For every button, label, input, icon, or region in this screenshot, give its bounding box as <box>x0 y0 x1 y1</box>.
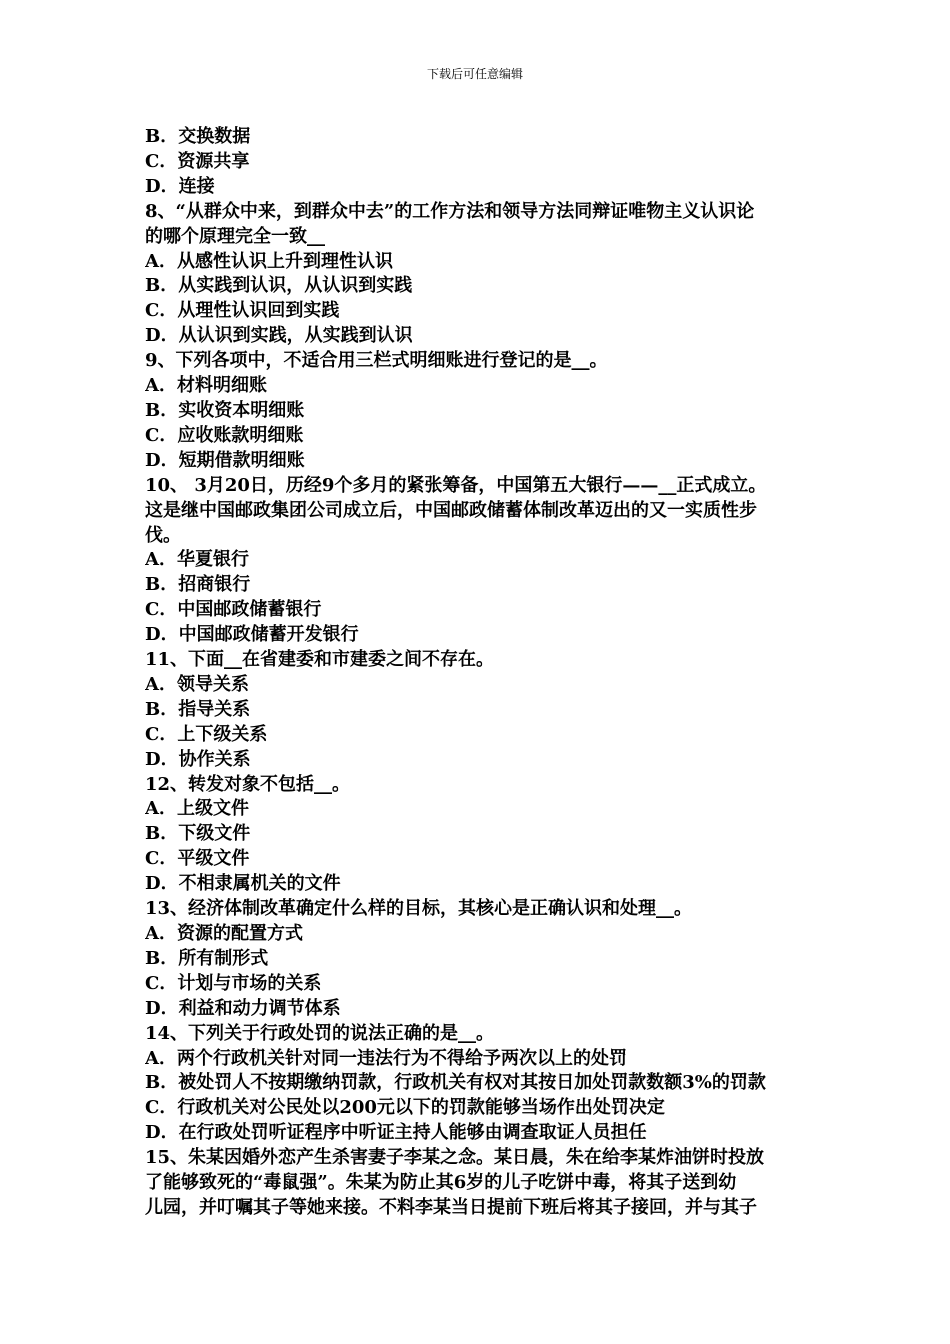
question-line: 8、“从群众中来，到群众中去”的工作方法和领导方法同辩证唯物主义认识论 <box>145 200 755 222</box>
page-header: 下载后可任意编辑 <box>426 67 523 81</box>
question-line: 的哪个原理完全一致__ <box>145 225 325 247</box>
option-line: A．从感性认识上升到理性认识 <box>145 250 393 272</box>
option-line: C．从理性认识回到实践 <box>145 300 340 322</box>
question-line: 14、下列关于行政处罚的说法正确的是__。 <box>145 1022 495 1044</box>
option-line: A．领导关系 <box>145 673 249 695</box>
option-line: C．上下级关系 <box>145 723 268 745</box>
option-line: D．中国邮政储蓄开发银行 <box>145 624 359 646</box>
option-line: B．实收资本明细账 <box>145 399 305 421</box>
option-line: D．协作关系 <box>145 748 251 770</box>
option-line: D．短期借款明细账 <box>145 449 305 471</box>
option-line: A．材料明细账 <box>145 375 267 397</box>
option-line: B．指导关系 <box>145 698 251 720</box>
option-line: B．所有制形式 <box>145 947 269 969</box>
question-line: 10、 3月20日，历经9个多月的紧张筹备，中国第五大银行——__正式成立。 <box>145 474 767 496</box>
option-line: B．交换数据 <box>145 126 251 147</box>
option-line: B．被处罚人不按期缴纳罚款，行政机关有权对其按日加处罚款数额3%的罚款 <box>145 1072 766 1094</box>
question-line: 11、下面__在省建委和市建委之间不存在。 <box>145 649 495 671</box>
option-line: C．计划与市场的关系 <box>145 972 322 994</box>
option-line: A．上级文件 <box>145 798 249 820</box>
question-line: 这是继中国邮政集团公司成立后，中国邮政储蓄体制改革迈出的又一实质性步 <box>145 499 757 521</box>
option-line: C．应收账款明细账 <box>145 424 304 446</box>
option-line: D．利益和动力调节体系 <box>145 997 341 1019</box>
question-line: 12、转发对象不包括__。 <box>145 773 351 795</box>
option-line: C．资源共享 <box>145 150 250 172</box>
question-line: 9、下列各项中，不适合用三栏式明细账进行登记的是__。 <box>145 350 608 372</box>
option-line: A．华夏银行 <box>145 549 249 571</box>
option-line: D．从认识到实践，从实践到认识 <box>145 325 413 347</box>
question-line: 儿园，并叮嘱其子等她来接。不料李某当日提前下班后将其子接回，并与其子 <box>145 1196 757 1218</box>
question-line: 15、朱某因婚外恋产生杀害妻子李某之念。某日晨，朱在给李某炸油饼时投放 <box>145 1147 765 1169</box>
question-line: 13、经济体制改革确定什么样的目标，其核心是正确认识和处理__。 <box>145 898 693 920</box>
question-line: 了能够致死的“毒鼠强”。朱某为防止其6岁的儿子吃饼中毒，将其子送到幼 <box>145 1172 737 1194</box>
option-line: D．在行政处罚听证程序中听证主持人能够由调查取证人员担任 <box>145 1122 647 1144</box>
document-body <box>145 125 810 1221</box>
option-line: B．招商银行 <box>145 574 251 596</box>
question-line: 伐。 <box>145 524 181 546</box>
option-line: D．连接 <box>145 175 215 197</box>
option-line: B．从实践到认识，从认识到实践 <box>145 275 413 297</box>
option-line: B．下级文件 <box>145 823 251 845</box>
option-line: A．资源的配置方式 <box>145 923 303 944</box>
option-line: D．不相隶属机关的文件 <box>145 873 341 895</box>
option-line: C．行政机关对公民处以200元以下的罚款能够当场作出处罚决定 <box>145 1097 665 1119</box>
option-line: A．两个行政机关针对同一违法行为不得给予两次以上的处罚 <box>145 1047 627 1069</box>
option-line: C．中国邮政储蓄银行 <box>145 599 322 621</box>
option-line: C．平级文件 <box>145 848 250 870</box>
